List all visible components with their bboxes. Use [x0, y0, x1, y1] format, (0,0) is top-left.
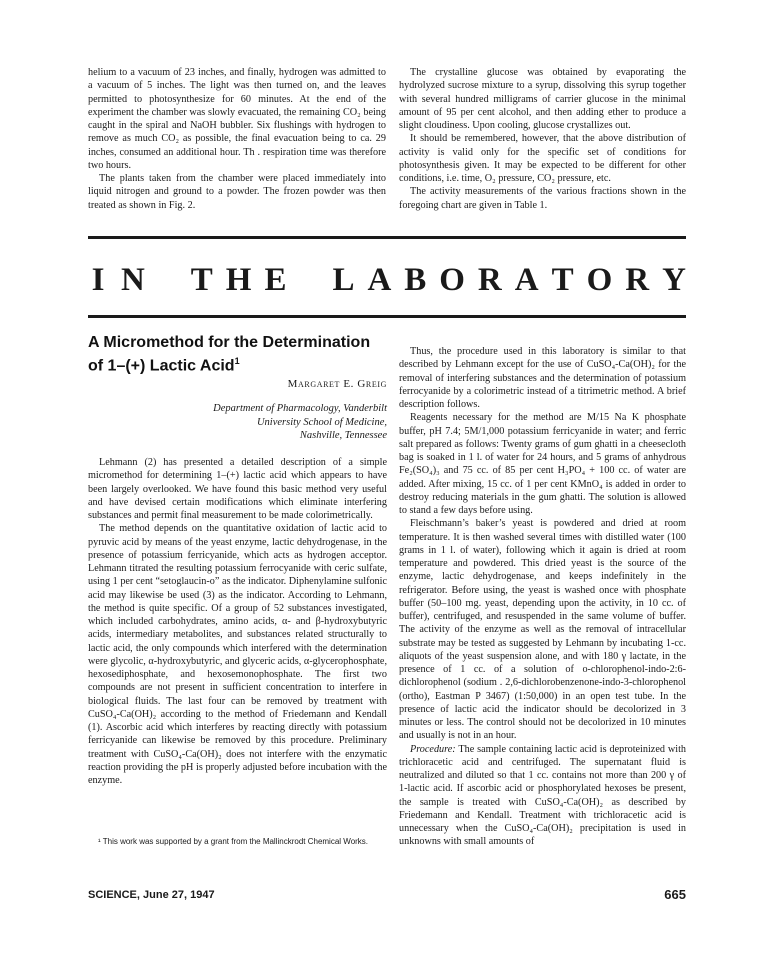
paragraph: The crystalline glucose was obtained by evaporating the hydrolyzed sucrose mixture to a syrup, dissolving this syrup together with several hundred milligrams of carrier glucose in the minimal amount of 95 per cent alcohol, and then adding ether to produce a slight cloudiness. Upon cooling, glucose crystallizes out.	[399, 67, 686, 131]
article-left-column	[88, 456, 387, 787]
procedure-text: The sample containing lactic acid is deproteinized with trichloracetic acid and centrifuged. The supernatant fluid is neutralized and diluted so that 1 cc. contains not more than 200 γ of 1-lactic acid. If ascorbic acid or phosphorylated hexoses be present, the sample is treated with CuSO₄-Ca(OH)₂ as described by Friedemann and Kendall. Treatment with trichloracetic acid is unnecessary when the CuSO₄-Ca(OH)₂ precipitation is used in unknowns with small amounts of	[399, 743, 686, 848]
paragraph: It should be remembered, however, that the above distribution of activity is valid only for the specific set of conditions for photosynthesis given. It may be expected to be different for other conditions, i.e. time, O₂ pressure, CO₂ pressure, etc.	[399, 133, 686, 184]
heading-letter: A	[367, 261, 392, 298]
paragraph: The method depends on the quantitative oxidation of lactic acid to pyruvic acid by means of the yeast enzyme, lactic dehydrogenase, in the presence of potassium ferricyanide, which acts as hydrogen acceptor. Lehmann titrated the resulting potassium ferrocyanide with ceric sulfate, using 1 per cent “setoglaucin-o” as the indicator. Diphenylamine sulfonic acid may likewise be used (3) as the indicator. According to Lehmann, the method is quite specific. Of a group of 52 substances investigated, which included carbohydrates, amino acids, α- and β-hydroxybutyric acids, intermediary metabolites, and substances related structurally to lactic acid, the only compounds which interfered with the determination were glycolic, α-hydroxybutyric, and glyceric acids, α-glycerophosphate, hexosediphosphate, and hexosemonophosphate. The first two compounds are not present in sufficient concentration to interfere in biological fluids. The last four can be removed by treatment with CuSO₄-Ca(OH)₂ according to the method of Friedemann and Kendall (1). Ascorbic acid which interferes by reacting directly with potassium ferricyanide can likewise be removed by this procedure. Preliminary treatment with CuSO₄-Ca(OH)₂ does not interfere with the enzymatic reaction providing the pH is properly adjusted before incubation with the enzyme.	[88, 523, 387, 786]
article-title	[88, 333, 388, 375]
heading-letter: R	[477, 261, 502, 298]
section-heading	[88, 258, 686, 302]
procedure-label: Procedure:	[410, 743, 456, 755]
section-divider-bottom	[88, 315, 686, 318]
author-affiliation	[88, 402, 387, 443]
heading-letter: T	[551, 261, 574, 298]
heading-letter: I	[91, 261, 105, 298]
heading-letter: H	[225, 261, 252, 298]
affiliation-line: Nashville, Tennessee	[299, 430, 387, 441]
heading-letter: E	[264, 261, 287, 298]
top-right-column	[399, 66, 686, 212]
article-right-column	[399, 345, 686, 849]
heading-letter: Y	[662, 261, 686, 298]
affiliation-line: Department of Pharmacology, Vanderbilt	[213, 403, 387, 414]
paragraph: Lehmann (2) has presented a detailed description of a simple micromethod for determining 1–(+) lactic acid which appears to have been largely overlooked. We have found this basic method very useful and have devised certain modifications which eliminate interfering substances and permit final measurement to be made colorimetrically.	[88, 457, 387, 521]
procedure-paragraph	[399, 743, 686, 849]
section-divider-top	[88, 236, 686, 239]
heading-letter: A	[514, 261, 539, 298]
page-number: 665	[664, 887, 686, 902]
heading-letter: O	[586, 261, 613, 298]
heading-letter: T	[190, 261, 213, 298]
heading-letter: R	[625, 261, 650, 298]
paragraph: The activity measurements of the various fractions shown in the foregoing chart are given in Table 1.	[399, 186, 686, 211]
journal-footer: SCIENCE, June 27, 1947	[88, 889, 215, 901]
article-title-text: A Micromethod for the Determination of 1–(+) Lactic Acid	[88, 334, 371, 375]
paragraph: Fleischmann’s baker’s yeast is powdered and dried at room temperature. It is then washed several times with distilled water (100 grams in 1 l. of water), following which it again is dried at room temperature and powdered. This dried yeast is the source of the enzyme, lactic dehydrogenase, and keeps indefinitely in the refrigerator. Before using, the yeast is washed once with phosphate buffer (50–100 mg. yeast, depending upon the activity, in 10 cc. of buffer), centrifuged, and resuspended in the same volume of buffer. The activity of the enzyme as well as the removal of intracellular substrate may be tested as suggested by Lehmann by incubating 1-cc. aliquots of the yeast suspension alone, and with 180 γ lactate, in the presence of 1 cc. of a solution of o-chlorophenol-indo-2:6-dichlorophenol (sodium . 2,6-dichlorobenzenone-indo-3-chlorophenol (ortho), Eastman P 3467) (1:50,000) in an open test tube. In the presence of lactic acid the indicator should be decolorized in 3 minutes or less. The control should not be decolorized in 10 minutes and usually is not in an hour.	[399, 518, 686, 742]
paragraph: Thus, the procedure used in this laboratory is similar to that described by Lehmann except for the use of CuSO₄-Ca(OH)₂ for the removal of interfering substances and the determination of potassium ferrocyanide by a colorimetric instead of a titrimetric method. A brief description follows.	[399, 346, 686, 410]
heading-letter: N	[120, 261, 145, 298]
paragraph: The plants taken from the chamber were placed immediately into liquid nitrogen and ground to a powder. The frozen powder was then treated as shown in Fig. 2.	[88, 173, 386, 211]
affiliation-line: University School of Medicine,	[256, 416, 387, 428]
footnote: ¹ This work was supported by a grant from the Mallinckrodt Chemical Works.	[98, 837, 369, 846]
heading-letter: B	[404, 261, 427, 298]
paragraph: Reagents necessary for the method are M/15 Na K phosphate buffer, pH 7.4; 5M/1,000 potassium ferricyanide in water; and ferric salt prepared as follows: Twenty grams of gum ghatti in a cheesecloth bag is soaked in 1 l. of water for 24 hours, and 5 grams of anhydrous Fe₂(SO₄)₃ and 75 cc. of 85 per cent H₃PO₄ + 100 cc. of water are added. After mixing, 15 cc. of 1 per cent KMnO₄ is added in order to destroy reducing materials in the gum ghatti. The solution is allowed to stand a few days before using.	[399, 412, 686, 516]
paragraph: helium to a vacuum of 23 inches, and finally, hydrogen was admitted to a vacuum of 5 inches. The light was then turned on, and the leaves permitted to photosynthesize for 60 minutes. At the end of the experiment the chamber was slowly evacuated, the remaining CO₂ being caught in the spiral and NaOH bubbler. Six flushings with hydrogen to remove as much CO₂ as possible, the final evacuation being to ca. 29 inches, consumed an additional hour. Th . respiration time was therefore two hours.	[88, 67, 386, 171]
top-left-column	[88, 66, 386, 212]
footnote-mark: 1	[234, 356, 240, 366]
author-name: Margaret E. Greig	[287, 378, 387, 390]
heading-letter: L	[332, 261, 355, 298]
heading-letter: O	[439, 261, 465, 298]
